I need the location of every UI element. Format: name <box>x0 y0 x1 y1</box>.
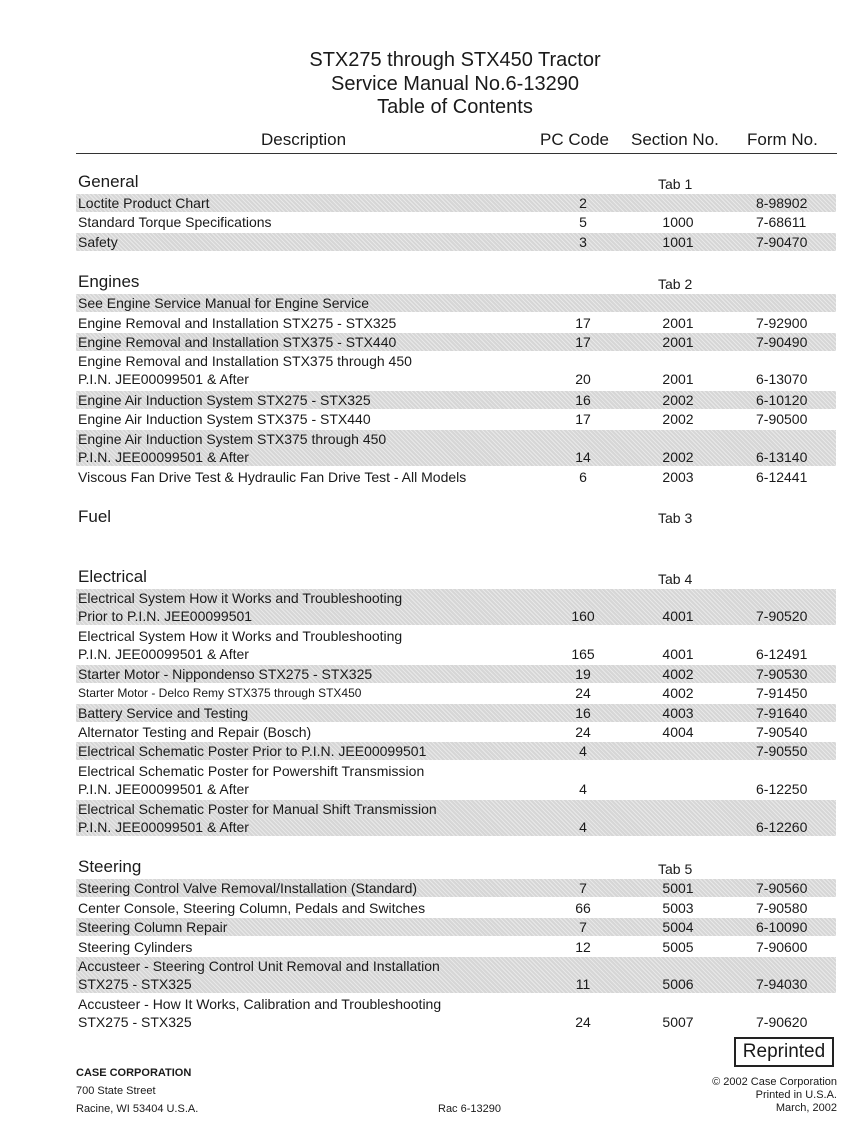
footer-company: CASE CORPORATION <box>76 1067 192 1079</box>
column-header-section-no: Section No. <box>631 130 719 149</box>
section-title-general: General <box>78 172 139 191</box>
row-form-no: 7-91640 <box>756 705 808 721</box>
row-section-no: 4001 <box>662 608 694 624</box>
row-description-line2: Prior to P.I.N. JEE00099501 <box>78 608 253 624</box>
row-form-no: 7-90580 <box>756 900 808 916</box>
row-form-no: 7-90550 <box>756 743 808 759</box>
row-pc-code: 3 <box>579 234 587 250</box>
row-description: Accusteer - Steering Control Unit Removal and Installation <box>78 958 440 974</box>
row-pc-code: 16 <box>575 705 591 721</box>
row-description: See Engine Service Manual for Engine Service <box>78 295 370 311</box>
row-section-no: 4001 <box>662 646 694 662</box>
toc-row[interactable] <box>76 995 836 1031</box>
row-section-no: 5007 <box>662 1014 694 1030</box>
row-pc-code: 17 <box>575 334 591 350</box>
section-title-steering: Steering <box>78 857 142 876</box>
row-description: Steering Control Valve Removal/Installation (Standard) <box>78 880 418 896</box>
column-header-description: Description <box>261 130 347 149</box>
row-pc-code: 20 <box>575 371 591 387</box>
toc-row[interactable] <box>76 410 836 428</box>
row-form-no: 6-13070 <box>756 371 808 387</box>
toc-row[interactable] <box>76 704 836 722</box>
section-title-engines: Engines <box>78 272 140 291</box>
row-pc-code: 160 <box>571 608 595 624</box>
row-description-line2: P.I.N. JEE00099501 & After <box>78 449 249 465</box>
toc-row[interactable] <box>76 314 836 332</box>
toc-row[interactable] <box>76 918 836 936</box>
row-form-no: 6-12491 <box>756 646 808 662</box>
row-pc-code: 4 <box>579 781 587 797</box>
row-pc-code: 4 <box>579 743 587 759</box>
row-section-no: 4002 <box>662 666 694 682</box>
row-description: Engine Removal and Installation STX375 - STX440 <box>78 334 397 350</box>
toc-row[interactable] <box>76 468 836 486</box>
row-form-no: 8-98902 <box>756 195 808 211</box>
tab-label-steering: Tab 5 <box>658 861 693 877</box>
toc-row[interactable] <box>76 762 836 798</box>
toc-row[interactable] <box>76 294 836 312</box>
toc-row[interactable] <box>76 352 836 388</box>
row-form-no: 6-12260 <box>756 819 808 835</box>
row-pc-code: 17 <box>575 411 591 427</box>
row-description: Center Console, Steering Column, Pedals and Switches <box>78 900 426 916</box>
toc-row[interactable] <box>76 627 836 663</box>
row-pc-code: 19 <box>575 666 591 682</box>
row-description: Engine Removal and Installation STX375 through 450 <box>78 353 412 369</box>
row-section-no: 2001 <box>662 315 694 331</box>
row-section-no: 5006 <box>662 976 694 992</box>
row-description: Battery Service and Testing <box>78 705 249 721</box>
row-pc-code: 4 <box>579 819 587 835</box>
row-description: Starter Motor - Nippondenso STX275 - STX325 <box>78 666 373 682</box>
row-description: Engine Air Induction System STX275 - STX325 <box>78 392 371 408</box>
toc-row[interactable] <box>76 899 836 917</box>
column-header-form-no: Form No. <box>747 130 818 149</box>
row-form-no: 7-91450 <box>756 685 808 701</box>
toc-row[interactable] <box>76 391 836 409</box>
column-header-pc-code: PC Code <box>540 130 609 149</box>
row-description-line2: P.I.N. JEE00099501 & After <box>78 819 249 835</box>
row-pc-code: 11 <box>575 976 591 992</box>
row-pc-code: 17 <box>575 315 591 331</box>
row-pc-code: 7 <box>579 919 587 935</box>
reprinted-stamp: Reprinted <box>734 1037 834 1067</box>
row-pc-code: 2 <box>579 195 587 211</box>
row-pc-code: 165 <box>571 646 595 662</box>
toc-row[interactable] <box>76 723 836 741</box>
toc-row[interactable] <box>76 800 836 836</box>
row-description: Safety <box>78 234 118 250</box>
footer-city: Racine, WI 53404 U.S.A. <box>76 1103 199 1115</box>
footer-code: Rac 6-13290 <box>438 1103 501 1115</box>
row-form-no: 7-90470 <box>756 234 808 250</box>
row-description: Engine Removal and Installation STX275 - STX325 <box>78 315 397 331</box>
row-description: Alternator Testing and Repair (Bosch) <box>78 724 312 740</box>
section-title-fuel: Fuel <box>78 507 112 526</box>
row-form-no: 7-92900 <box>756 315 808 331</box>
footer-printed: Printed in U.S.A. <box>755 1089 837 1101</box>
row-form-no: 6-10090 <box>756 919 808 935</box>
row-description: Electrical Schematic Poster for Manual Shift Transmission <box>78 801 437 817</box>
row-description: Electrical System How it Works and Troubleshooting <box>78 628 403 644</box>
row-description: Electrical Schematic Poster Prior to P.I.N. JEE00099501 <box>78 743 427 759</box>
row-form-no: 7-90520 <box>756 608 808 624</box>
row-description: Electrical Schematic Poster for Powershift Transmission <box>78 763 425 779</box>
footer-street: 700 State Street <box>76 1085 156 1097</box>
row-section-no: 1000 <box>662 214 694 230</box>
toc-row[interactable] <box>76 430 836 466</box>
row-form-no: 7-90500 <box>756 411 808 427</box>
row-form-no: 7-90620 <box>756 1014 808 1030</box>
toc-row[interactable] <box>76 233 836 251</box>
row-pc-code: 66 <box>575 900 591 916</box>
toc-row[interactable] <box>76 589 836 625</box>
row-pc-code: 14 <box>575 449 591 465</box>
row-description: Engine Air Induction System STX375 through 450 <box>78 431 387 447</box>
row-description-line2: P.I.N. JEE00099501 & After <box>78 371 249 387</box>
row-form-no: 7-68611 <box>756 214 807 230</box>
row-form-no: 7-90490 <box>756 334 808 350</box>
row-form-no: 7-90560 <box>756 880 808 896</box>
row-description: Viscous Fan Drive Test & Hydraulic Fan Drive Test - All Models <box>78 469 467 485</box>
toc-row[interactable] <box>76 879 836 897</box>
row-form-no: 6-10120 <box>756 392 808 408</box>
row-section-no: 2002 <box>662 411 694 427</box>
row-description: Steering Column Repair <box>78 919 228 935</box>
row-pc-code: 24 <box>575 685 591 701</box>
row-description: Steering Cylinders <box>78 939 193 955</box>
header-divider <box>76 153 837 154</box>
toc-row[interactable] <box>76 938 836 956</box>
row-form-no: 6-12250 <box>756 781 808 797</box>
toc-row[interactable] <box>76 194 836 212</box>
toc-heading: Table of Contents <box>377 96 533 118</box>
section-title-electrical: Electrical <box>78 567 147 586</box>
row-section-no: 5005 <box>662 939 694 955</box>
row-section-no: 2002 <box>662 392 694 408</box>
toc-row[interactable] <box>76 665 836 683</box>
row-description-line2: P.I.N. JEE00099501 & After <box>78 646 249 662</box>
toc-row[interactable] <box>76 957 836 993</box>
row-pc-code: 7 <box>579 880 587 896</box>
row-description: Accusteer - How It Works, Calibration and Troubleshooting <box>78 996 442 1012</box>
row-form-no: 7-90530 <box>756 666 808 682</box>
tab-label-fuel: Tab 3 <box>658 510 693 526</box>
row-section-no: 4004 <box>662 724 694 740</box>
row-form-no: 7-90600 <box>756 939 808 955</box>
row-description: Standard Torque Specifications <box>78 214 272 230</box>
manual-number: Service Manual No.6-13290 <box>331 73 579 95</box>
footer-copyright: © 2002 Case Corporation <box>712 1076 837 1088</box>
row-section-no: 5003 <box>662 900 694 916</box>
row-description-line2: STX275 - STX325 <box>78 976 192 992</box>
toc-row[interactable] <box>76 213 836 231</box>
toc-row[interactable] <box>76 684 836 702</box>
footer-date: March, 2002 <box>775 1102 837 1114</box>
row-form-no: 6-13140 <box>756 449 808 465</box>
row-section-no: 1001 <box>662 234 694 250</box>
row-pc-code: 24 <box>575 724 591 740</box>
row-pc-code: 5 <box>579 214 587 230</box>
row-section-no: 2001 <box>662 334 694 350</box>
document-title: STX275 through STX450 Tractor <box>309 49 601 71</box>
row-section-no: 2001 <box>662 371 694 387</box>
row-section-no: 5001 <box>662 880 694 896</box>
row-pc-code: 6 <box>579 469 587 485</box>
row-section-no: 4002 <box>662 685 694 701</box>
toc-row[interactable] <box>76 333 836 351</box>
tab-label-engines: Tab 2 <box>658 276 693 292</box>
row-pc-code: 16 <box>575 392 591 408</box>
row-description-line2: STX275 - STX325 <box>78 1014 192 1030</box>
row-description: Loctite Product Chart <box>78 195 210 211</box>
row-description: Electrical System How it Works and Troubleshooting <box>78 590 403 606</box>
row-description: Starter Motor - Delco Remy STX375 through STX450 <box>78 686 362 700</box>
tab-label-general: Tab 1 <box>658 176 693 192</box>
row-pc-code: 24 <box>575 1014 591 1030</box>
row-form-no: 7-90540 <box>756 724 808 740</box>
row-description: Engine Air Induction System STX375 - STX440 <box>78 411 371 427</box>
toc-row[interactable] <box>76 742 836 760</box>
row-pc-code: 12 <box>575 939 591 955</box>
row-section-no: 5004 <box>662 919 694 935</box>
row-form-no: 6-12441 <box>756 469 808 485</box>
row-section-no: 2003 <box>662 469 694 485</box>
row-section-no: 2002 <box>662 449 694 465</box>
row-section-no: 4003 <box>662 705 694 721</box>
row-description-line2: P.I.N. JEE00099501 & After <box>78 781 249 797</box>
tab-label-electrical: Tab 4 <box>658 571 693 587</box>
row-form-no: 7-94030 <box>756 976 808 992</box>
